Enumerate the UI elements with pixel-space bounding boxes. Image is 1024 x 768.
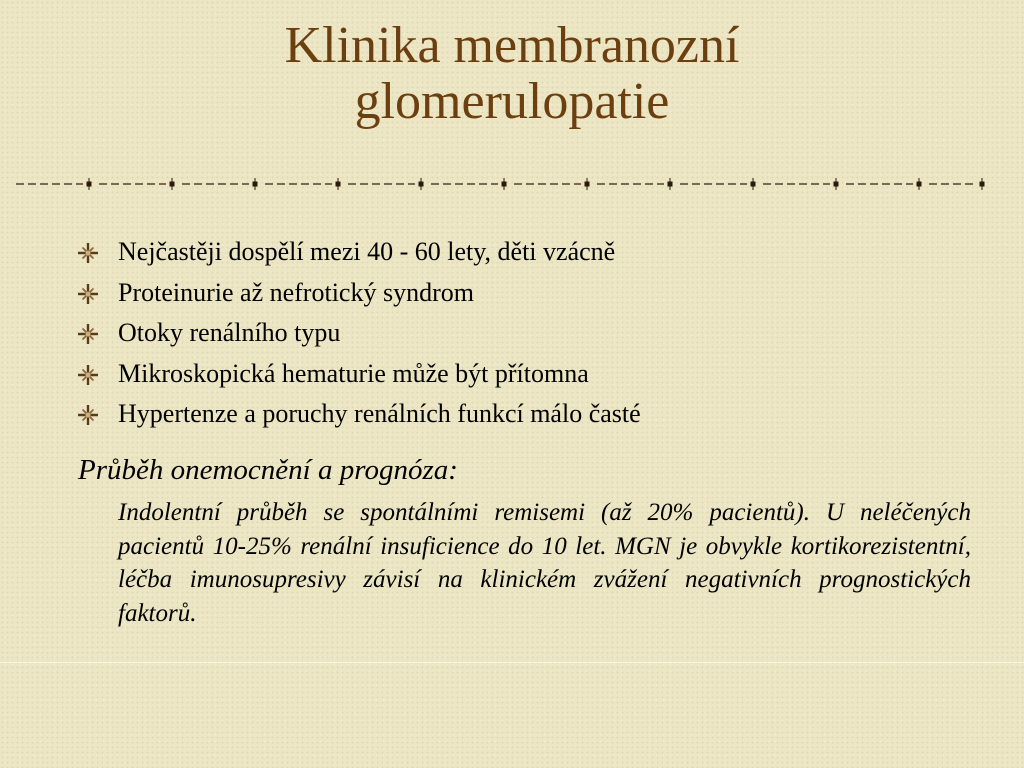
bullet-text: Nejčastěji dospělí mezi 40 - 60 lety, děti vzácně <box>118 237 616 266</box>
prognosis-text: Indolentní průběh se spontálními remisemi (až 20% pacientů). U neléčených pacientů 10-25% renální insuficience do 10 let. MGN je obvykle kortikorezistentní, léčba imunosupresivy závisí na klinickém zvážení negativních prognostických faktorů. <box>118 499 971 627</box>
bottom-divider-line <box>0 662 1024 663</box>
bullet-item <box>78 313 641 354</box>
bullet-text: Mikroskopická hematurie může být přítomna <box>118 358 589 388</box>
star-burst-bullet-icon <box>78 365 98 385</box>
bullet-text: Hypertenze a poruchy renálních funkcí málo časté <box>118 399 641 428</box>
bullet-text: Proteinurie až nefrotický syndrom <box>118 277 474 307</box>
bullet-list <box>78 232 641 435</box>
ornamental-divider <box>14 176 994 192</box>
slide-title <box>0 18 1024 130</box>
bullet-text: Otoky renálního typu <box>118 318 341 347</box>
bullet-item <box>78 232 641 273</box>
slide-title-line-2: glomerulopatie <box>354 73 670 130</box>
slide-title-line-1: Klinika membranozní <box>284 17 740 74</box>
bullet-item <box>78 394 641 435</box>
star-burst-bullet-icon <box>78 284 98 304</box>
star-burst-bullet-icon <box>78 324 98 344</box>
bullet-item <box>78 354 641 395</box>
bullet-item <box>78 273 641 314</box>
star-burst-bullet-icon <box>78 405 98 425</box>
prognosis-heading: Průběh onemocnění a prognóza: <box>78 454 458 486</box>
star-burst-bullet-icon <box>78 243 98 263</box>
